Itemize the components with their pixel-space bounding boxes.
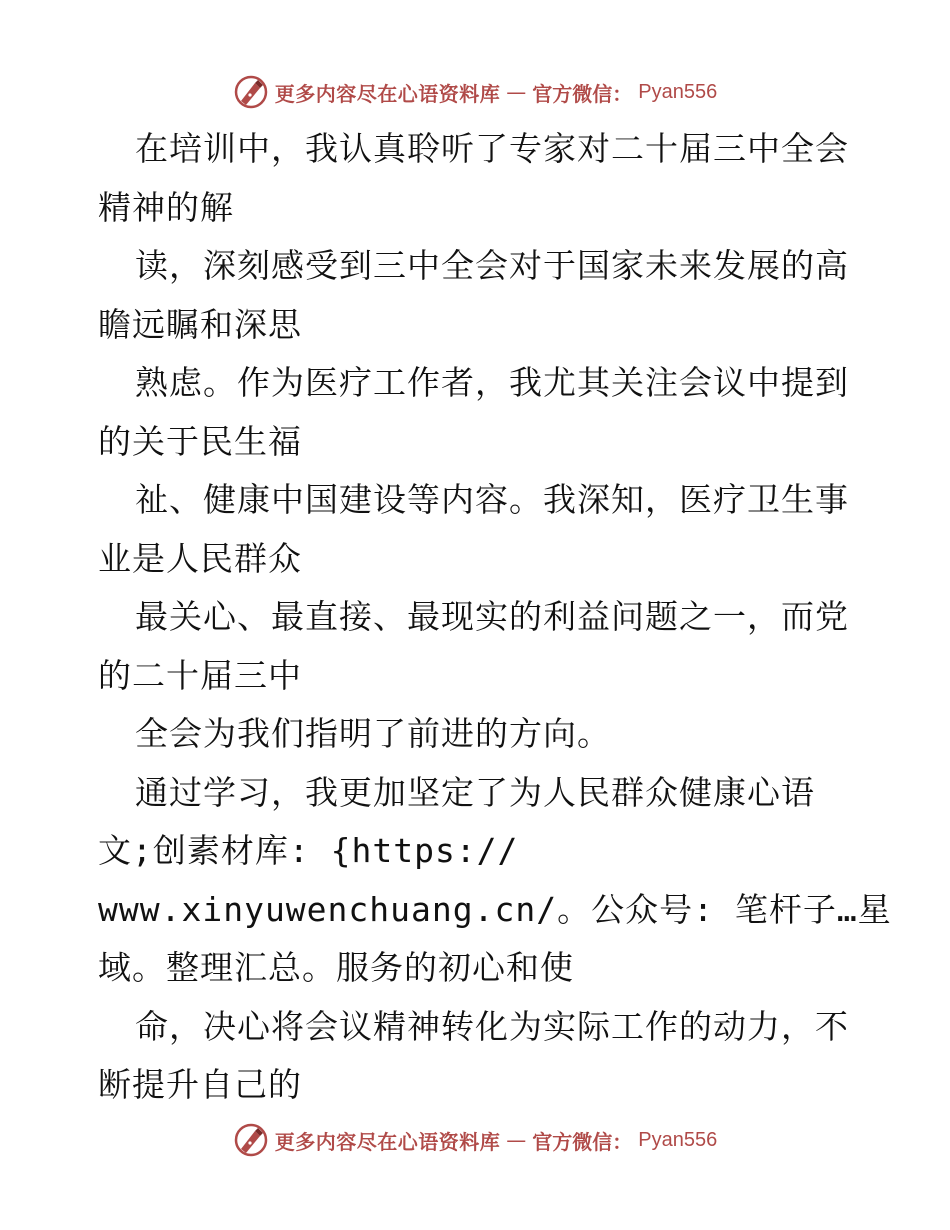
header-wechat-id: Pyan556	[638, 80, 718, 103]
text-line: www.xinyuwenchuang.cn/。公众号: 笔杆子…星	[98, 889, 892, 929]
footer-separator: —	[506, 1128, 527, 1152]
text-line: 文;创素材库: {https://	[98, 831, 519, 870]
header-banner	[0, 72, 950, 112]
header-wechat-label: 官方微信：	[532, 81, 633, 106]
footer-wechat-id: Pyan556	[638, 1128, 718, 1151]
text-line: 在培训中，我认真聆听了专家对二十届三中全会	[135, 129, 849, 168]
text-line: 的二十届三中	[98, 655, 302, 695]
text-line: 祉、健康中国建设等内容。我深知，医疗卫生事	[135, 480, 849, 519]
fountain-pen-logo-icon	[233, 1122, 269, 1158]
text-line: 命，决心将会议精神转化为实际工作的动力，不	[135, 1006, 849, 1046]
text-line: 域。整理汇总。服务的初心和使	[98, 948, 574, 987]
footer-banner	[0, 1120, 950, 1160]
header-site-text: 更多内容尽在心语资料库	[274, 81, 501, 106]
text-line: 断提升自己的	[98, 1065, 302, 1104]
text-line: 读，深刻感受到三中全会对于国家未来发展的高	[135, 246, 849, 285]
text-line: 全会为我们指明了前进的方向。	[135, 714, 611, 753]
document-body	[98, 120, 892, 1115]
footer-wechat-label: 官方微信：	[532, 1129, 633, 1154]
text-line: 精神的解	[98, 187, 234, 227]
text-line: 的关于民生福	[98, 421, 302, 461]
header-separator: —	[506, 80, 527, 104]
text-line: 最关心、最直接、最现实的利益问题之一，而党	[135, 597, 849, 636]
text-line: 业是人民群众	[98, 538, 302, 578]
text-line: 通过学习，我更加坚定了为人民群众健康心语	[135, 772, 815, 812]
fountain-pen-logo-icon	[233, 74, 269, 110]
text-line: 瞻远瞩和深思	[98, 304, 302, 344]
text-line: 熟虑。作为医疗工作者，我尤其关注会议中提到	[135, 363, 849, 402]
footer-site-text: 更多内容尽在心语资料库	[274, 1129, 501, 1154]
